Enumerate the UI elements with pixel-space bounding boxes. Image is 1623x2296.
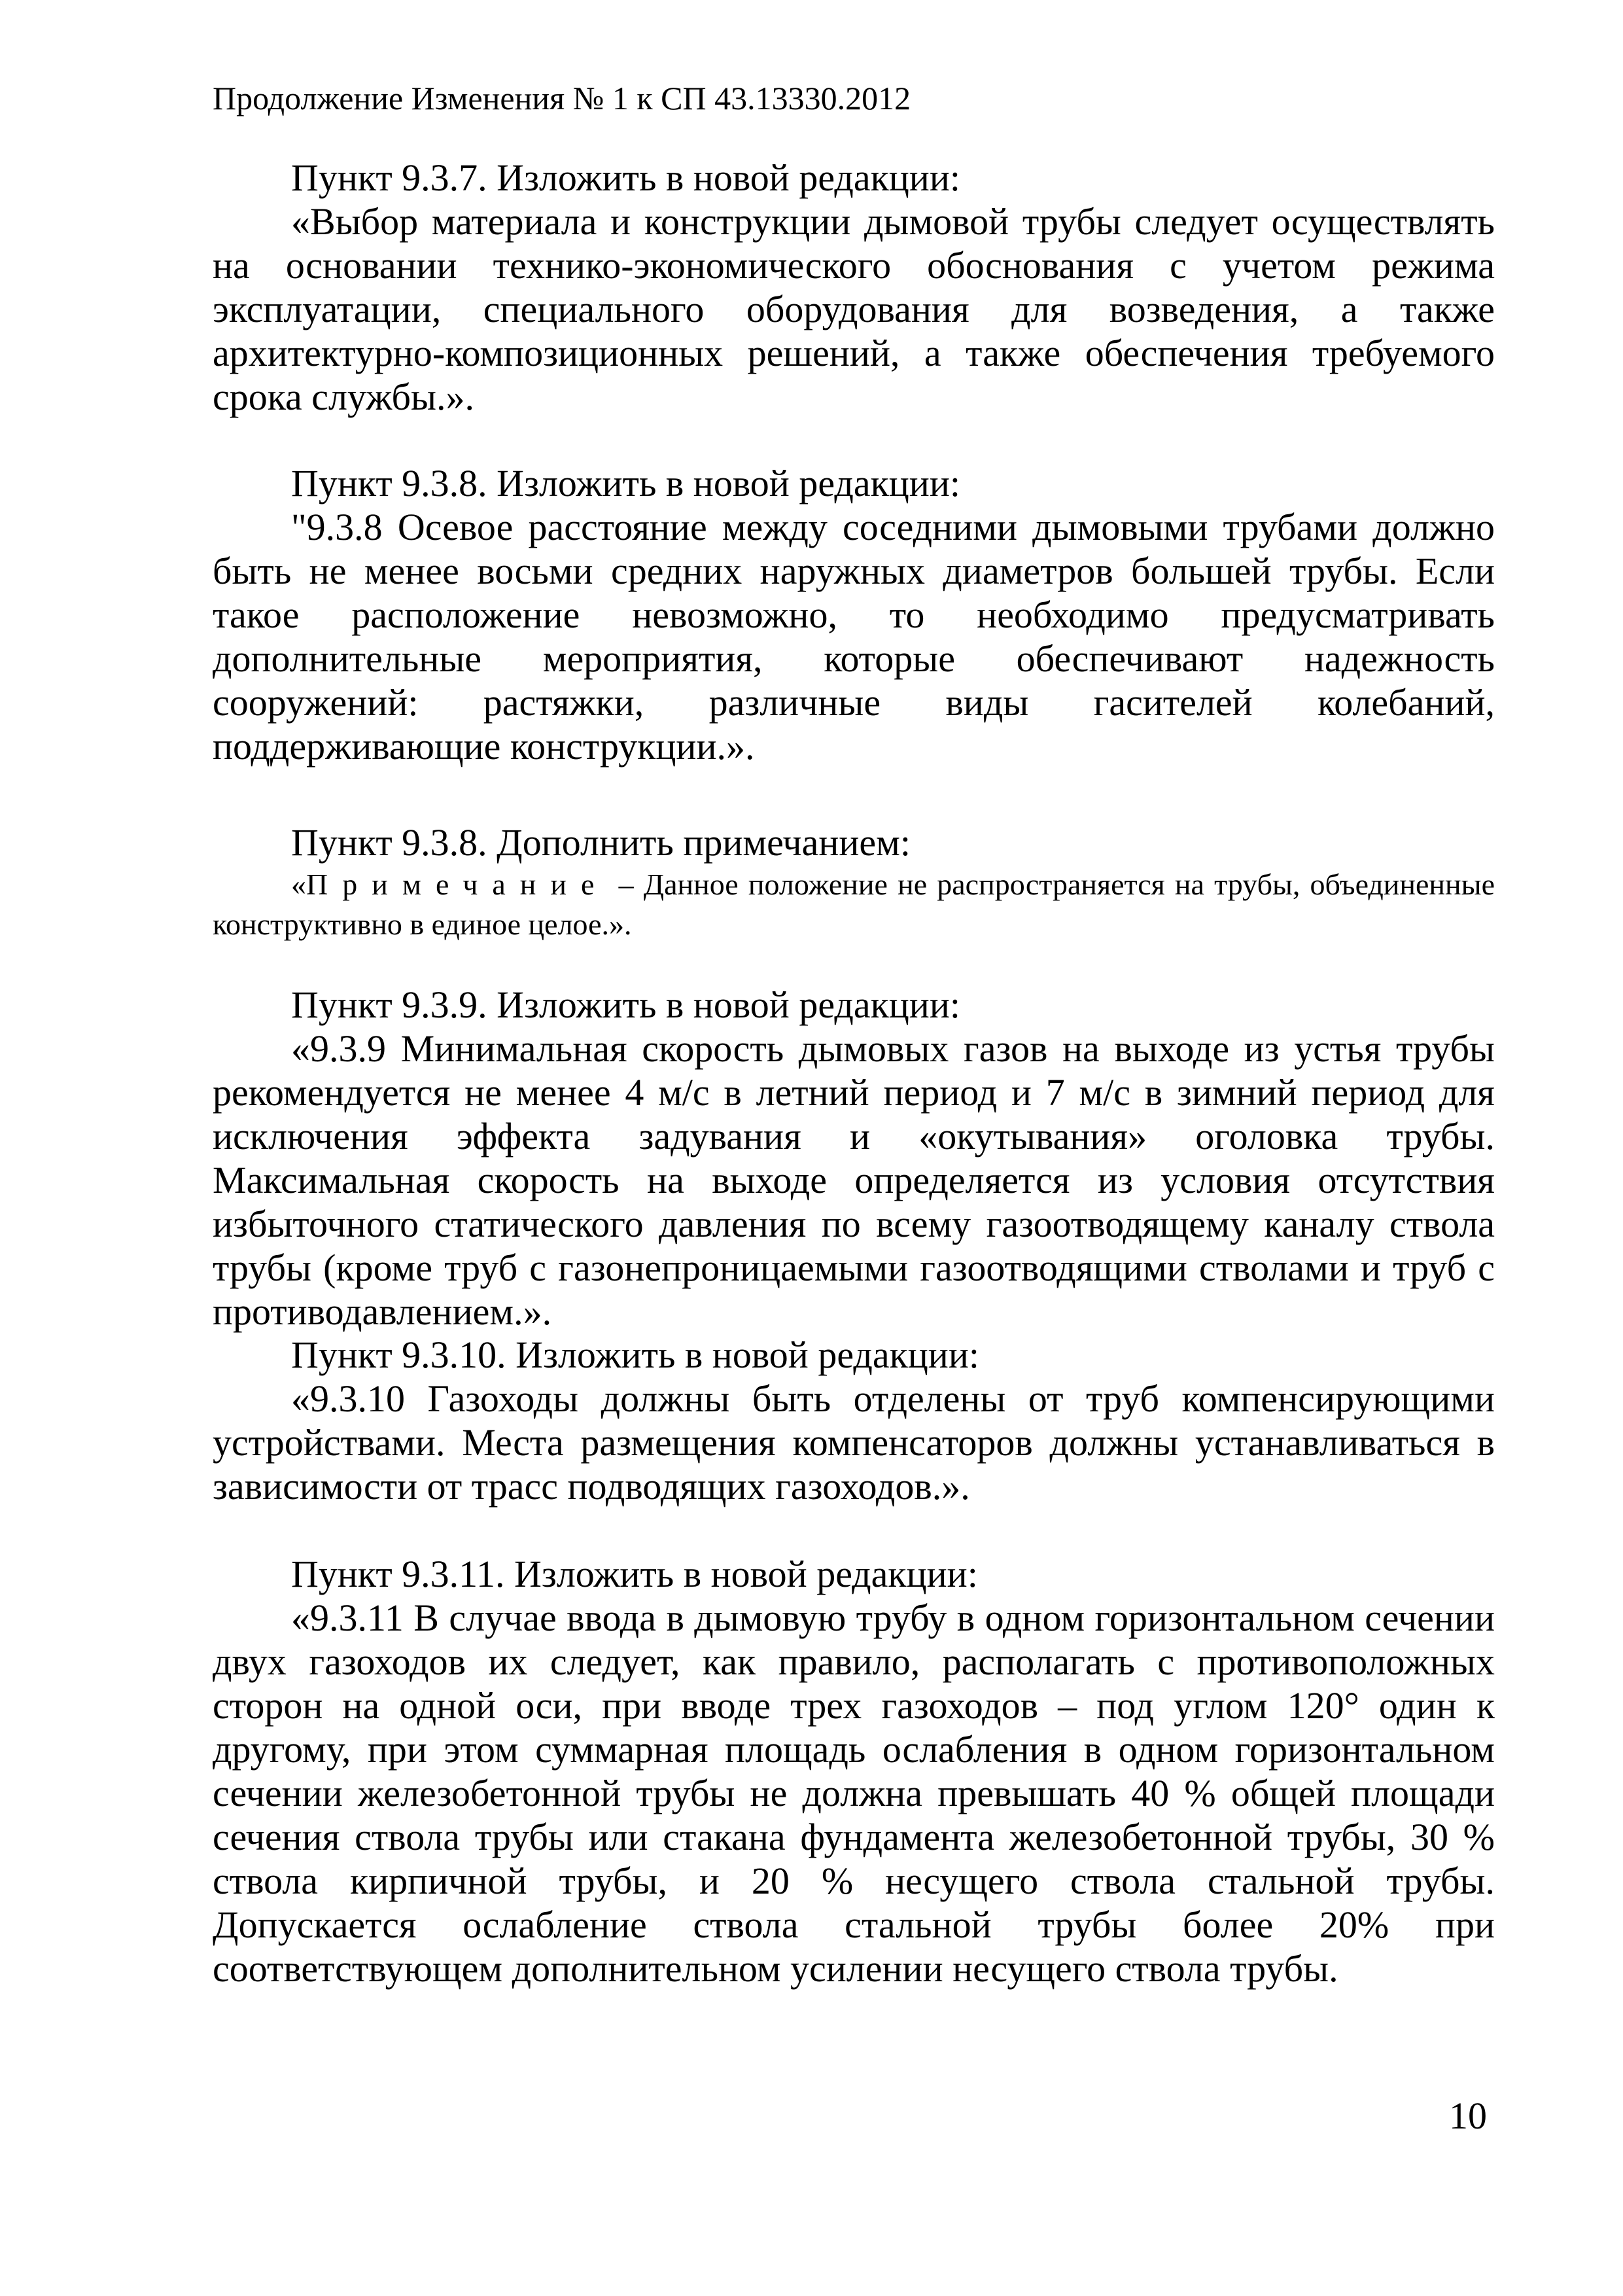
section-heading: Пункт 9.3.8. Дополнить примечанием:	[291, 821, 911, 864]
section-9-3-8-note	[213, 821, 1495, 944]
section-heading: Пункт 9.3.11. Изложить в новой редакции:	[291, 1553, 978, 1595]
note-open-quote: «	[291, 868, 306, 901]
section-body: «9.3.9 Минимальная скорость дымовых газов на выходе из устья трубы рекомендуется не менее 4 м/с в летний период и 7 м/с в зимний период для исключения эффекта задувания и «окутывания» оголовка трубы. Максимальная скорость на выходе определяется из условия отсутствия избыточного статического давления по всему газоотводящему каналу ствола трубы (кроме труб с газонепроницаемыми газоотводящими стволами и труб с противодавлением.».	[213, 1027, 1495, 1333]
section-heading: Пункт 9.3.8. Изложить в новой редакции:	[291, 462, 960, 504]
section-9-3-11	[213, 1552, 1495, 1990]
running-header: Продолжение Изменения № 1 к СП 43.13330.2012	[213, 80, 911, 116]
section-body: «Выбор материала и конструкции дымовой трубы следует осуществлять на основании технико-экономического обоснования с учетом режима эксплуатации, специального оборудования для возведения, а также архитектурно-композиционных решений, а также обеспечения требуемого срока службы.».	[213, 200, 1495, 418]
section-9-3-7	[213, 156, 1495, 419]
section-body: «9.3.11 В случае ввода в дымовую трубу в одном горизонтальном сечении двух газоходов их следует, как правило, располагать с противоположных сторон на одной оси, при вводе трех газоходов – под углом 120° один к другому, при этом суммарная площадь ослабления в одном горизонтальном сечении железобетонной трубы не должна превышать 40 % общей площади сечения ствола трубы или стакана фундамента железобетонной трубы, 30 % ствола кирпичной трубы, и 20 % несущего ствола стальной трубы. Допускается ослабление ствола стальной трубы более 20% при соответствующем дополнительном усилении несущего ствола трубы.	[213, 1597, 1495, 1990]
section-9-3-9	[213, 983, 1495, 1333]
section-body: «9.3.10 Газоходы должны быть отделены от труб компенсирующими устройствами. Места размещения компенсаторов должны устанавливаться в зависимости от трасс подводящих газоходов.».	[213, 1377, 1495, 1508]
note-text: – Данное положение не распространяется на трубы, объединенные конструктивно в единое целое.».	[213, 868, 1495, 941]
section-heading: Пункт 9.3.10. Изложить в новой редакции:	[291, 1333, 979, 1376]
section-heading: Пункт 9.3.7. Изложить в новой редакции:	[291, 156, 960, 199]
section-heading: Пункт 9.3.9. Изложить в новой редакции:	[291, 983, 960, 1026]
section-9-3-10	[213, 1333, 1495, 1508]
note-label: Примечание	[306, 868, 609, 901]
section-9-3-8	[213, 461, 1495, 768]
section-body: "9.3.8 Осевое расстояние между соседними дымовыми трубами должно быть не менее восьми средних наружных диаметров большей трубы. Если такое расположение невозможно, то необходимо предусматривать дополнительные мероприятия, которые обеспечивают надежность сооружений: растяжки, различные виды гасителей колебаний, поддерживающие конструкции.».	[213, 506, 1495, 768]
note-paragraph	[213, 864, 1495, 944]
page-number: 10	[1449, 2094, 1487, 2137]
